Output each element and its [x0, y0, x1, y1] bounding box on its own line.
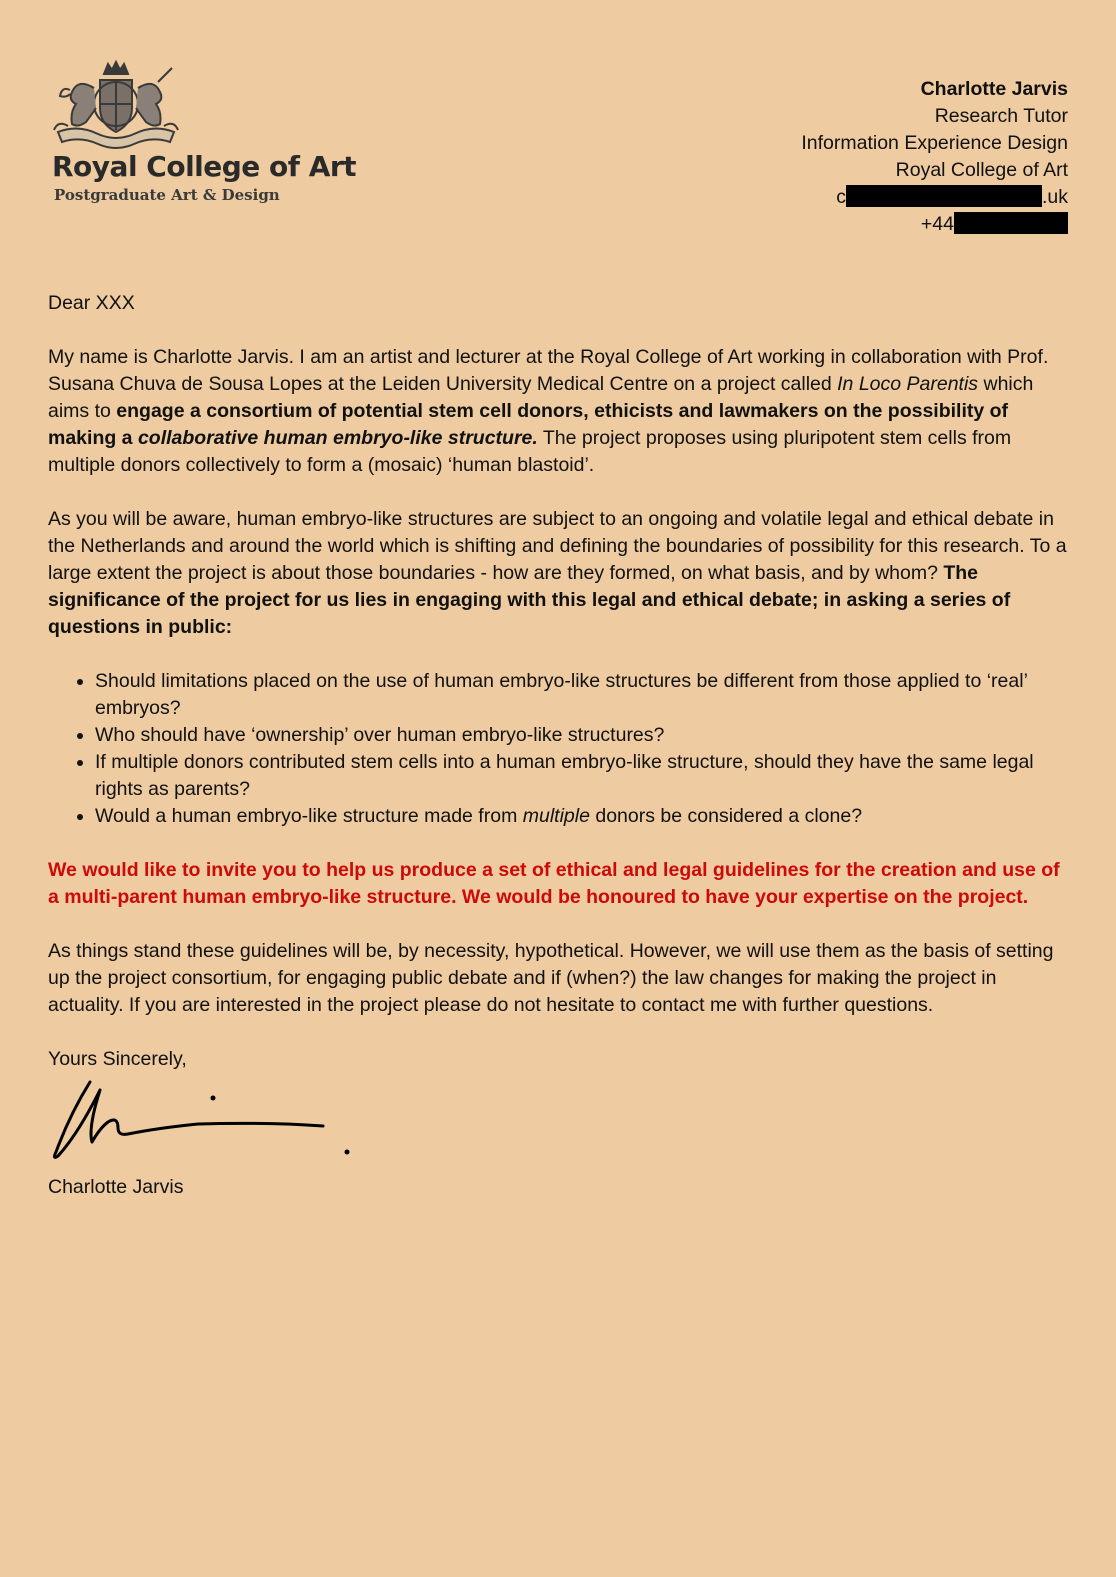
- project-title: In Loco Parentis: [837, 373, 979, 395]
- phone-redaction: [954, 212, 1068, 234]
- sender-institution: Royal College of Art: [895, 159, 1068, 181]
- sender-phone: [801, 211, 1068, 238]
- signature-name: Charlotte Jarvis: [48, 1176, 184, 1198]
- letter-body: [48, 290, 1074, 1228]
- question-list: [48, 668, 1074, 830]
- salutation: Dear XXX: [48, 292, 135, 314]
- invitation-paragraph: We would like to invite you to help us produce a set of ethical and legal guidelines for the creation and use of a multi-parent human embryo-like structure. We would be honoured to have your expertise on the project.: [48, 859, 1060, 908]
- intro-bold-italic: collaborative human embryo-like structure.: [137, 427, 538, 449]
- logo-subtitle: Postgraduate Art & Design: [54, 186, 280, 204]
- intro-text: My name is Charlotte Jarvis. I am an artist and lecturer at the Royal College of Art working in collaboration with Prof. Susana Chuva de Sousa Lopes at the Leiden University Medical Centre on a project called: [48, 346, 1049, 395]
- q4-text: Would a human embryo-like structure made from: [95, 805, 523, 827]
- list-item: [95, 803, 1074, 830]
- sender-name: Charlotte Jarvis: [920, 78, 1068, 100]
- paragraph-intro: [48, 344, 1074, 479]
- q4-text-2: donors be considered a clone?: [589, 805, 863, 827]
- closing-salutation: Yours Sincerely,: [48, 1048, 187, 1070]
- q4-italic: multiple: [522, 805, 590, 827]
- sender-address-block: [801, 76, 1068, 238]
- list-item: • Should limitations placed on the use of human embryo-like structures be different from those applied to ‘real’ embryos?: [95, 668, 1074, 722]
- email-redaction: [846, 185, 1042, 207]
- royal-coat-of-arms-icon: [48, 58, 184, 154]
- intro-text-3: The project proposes using pluripotent stem cells from multiple donors collectively to form a (mosaic) ‘human blastoid’.: [48, 427, 1012, 476]
- sender-email: [801, 184, 1068, 211]
- paragraph-context: [48, 506, 1074, 641]
- phone-prefix: +44: [920, 213, 954, 235]
- email-suffix: .uk: [1041, 186, 1068, 208]
- context-text: As you will be aware, human embryo-like structures are subject to an ongoing and volatile legal and ethical debate in the Netherlands and around the world which is shifting and defining the boundaries of possibility for this research. To a large extent the project is about those boundaries - how are they formed, on what basis, and by whom?: [48, 508, 1067, 584]
- context-bold: The significance of the project for us lies in engaging with this legal and ethical debate; in asking a series of questions in public:: [48, 562, 1011, 638]
- list-item: • Who should have ‘ownership’ over human embryo-like structures?: [95, 722, 1074, 749]
- intro-bold: engage a consortium of potential stem cell donors, ethicists and lawmakers on the possibility of making a: [48, 400, 1009, 449]
- sender-department: Information Experience Design: [801, 132, 1068, 154]
- paragraph-closing: As things stand these guidelines will be, by necessity, hypothetical. However, we will use them as the basis of setting up the project consortium, for engaging public debate and if (when?) the law changes for making the project in actuality. If you are interested in the project please do not hesitate to contact me with further questions.: [48, 940, 1054, 1016]
- list-item: • If multiple donors contributed stem cells into a human embryo-like structure, should they have the same legal rights as parents?: [95, 749, 1074, 803]
- signature-icon: [48, 1064, 378, 1174]
- email-prefix: c: [836, 186, 846, 208]
- logo-title: Royal College of Art: [52, 150, 357, 183]
- sender-role: Research Tutor: [934, 105, 1068, 127]
- intro-text-2: which aims to: [48, 373, 1034, 422]
